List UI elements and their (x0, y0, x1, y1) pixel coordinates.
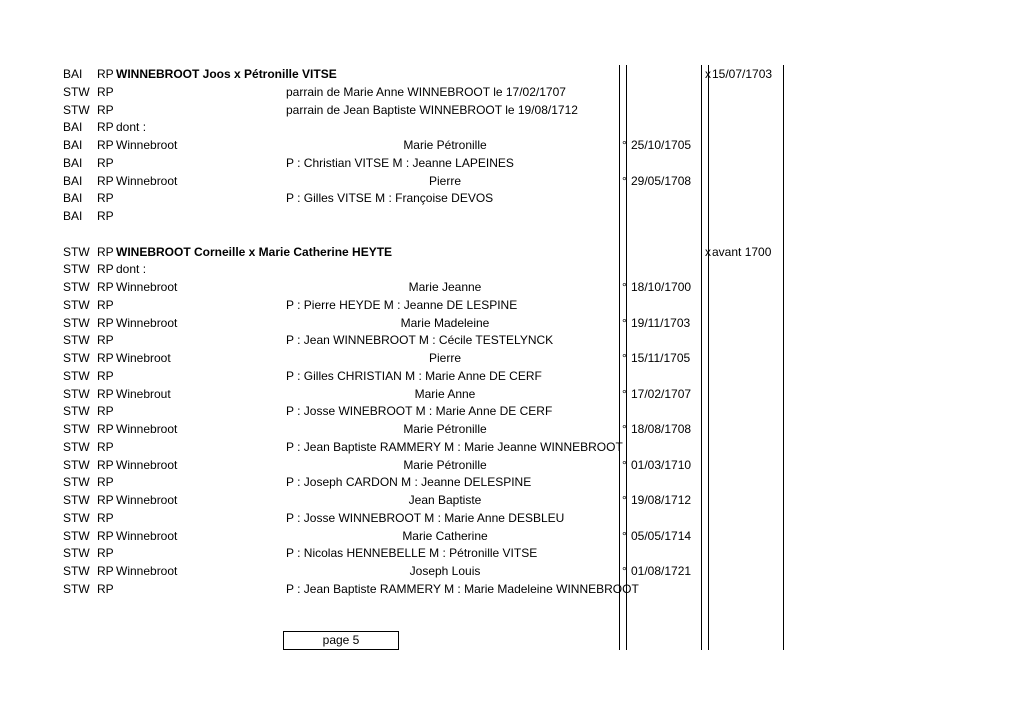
parrain-text: P : Josse WINEBROOT M : Marie Anne DE CERF (286, 404, 553, 419)
register-code: RP (97, 510, 114, 525)
location-code: STW (63, 262, 90, 277)
birth-mark: ° (622, 315, 627, 330)
table-row (0, 279, 1024, 297)
birth-date: 01/03/1710 (631, 457, 692, 472)
register-code: RP (97, 262, 114, 277)
parrain-text: P : Jean Baptiste RAMMERY M : Marie Jeanne WINNEBROOT (286, 439, 623, 454)
birth-date: 17/02/1707 (631, 386, 692, 401)
couple-heading: WINEBROOT Corneille x Marie Catherine HEYTE (116, 244, 393, 259)
register-code: RP (97, 368, 114, 383)
location-code: STW (63, 510, 90, 525)
table-row (0, 528, 1024, 546)
register-code: RP (97, 564, 114, 578)
parrain-text: P : Gilles CHRISTIAN M : Marie Anne DE CERF (286, 368, 542, 383)
table-row (0, 102, 1024, 120)
table-row (0, 368, 1024, 386)
location-code: STW (63, 493, 90, 507)
location-code: BAI (63, 67, 83, 81)
table-row (0, 510, 1024, 528)
couple-heading: WINNEBROOT Joos x Pétronille VITSE (116, 67, 337, 81)
register-code: RP (97, 209, 114, 223)
table-row (0, 244, 1024, 262)
register-code: RP (97, 581, 114, 596)
family-name: Winnebroot (116, 528, 178, 543)
register-code: RP (97, 191, 114, 206)
first-name: Jean Baptiste (408, 493, 482, 507)
location-code: BAI (63, 155, 83, 170)
birth-mark: ° (622, 564, 627, 578)
first-name: Marie Pétronille (403, 138, 487, 152)
table-row (0, 66, 1024, 84)
table-row (0, 403, 1024, 421)
register-code: RP (97, 546, 114, 561)
table-row (0, 137, 1024, 155)
table-row (0, 297, 1024, 315)
register-code: RP (97, 475, 114, 490)
location-code: STW (63, 297, 90, 312)
birth-mark: ° (622, 422, 627, 436)
table-row (0, 386, 1024, 404)
parrain-text: parrain de Marie Anne WINNEBROOT le 17/02/1707 (286, 84, 566, 99)
first-name: Joseph Louis (409, 564, 481, 578)
register-code: RP (97, 333, 114, 348)
location-code: STW (63, 280, 90, 294)
location-code: STW (63, 315, 90, 330)
column-rule (701, 65, 702, 650)
table-row (0, 457, 1024, 475)
table-row (0, 563, 1024, 581)
birth-date: 25/10/1705 (631, 138, 692, 152)
family-name: dont : (116, 262, 147, 277)
birth-date: 15/11/1705 (631, 351, 691, 365)
location-code: STW (63, 564, 90, 578)
location-code: STW (63, 102, 90, 117)
table-row (0, 155, 1024, 173)
parrain-text: P : Jean Baptiste RAMMERY M : Marie Madeleine WINNEBROOT (286, 581, 639, 596)
marriage-mark: x (705, 67, 711, 81)
parrain-text: P : Pierre HEYDE M : Jeanne DE LESPINE (286, 297, 518, 312)
table-row (0, 119, 1024, 137)
parrain-text: P : Nicolas HENNEBELLE M : Pétronille VITSE (286, 546, 538, 561)
location-code: STW (63, 386, 90, 401)
register-code: RP (97, 422, 114, 436)
birth-mark: ° (622, 351, 627, 365)
table-row (0, 261, 1024, 279)
birth-mark: ° (622, 493, 627, 507)
page-number: page 5 (322, 633, 360, 647)
first-name: Marie Pétronille (403, 422, 487, 436)
table-row (0, 439, 1024, 457)
register-code: RP (97, 120, 114, 135)
location-code: BAI (63, 191, 83, 206)
table-row (0, 332, 1024, 350)
location-code: STW (63, 475, 90, 490)
register-code: RP (97, 528, 114, 543)
column-rule (708, 65, 709, 650)
family-name: Winnebroot (116, 493, 178, 507)
family-name: Winnebroot (116, 422, 178, 436)
table-row (0, 208, 1024, 226)
location-code: STW (63, 528, 90, 543)
family-name: Winebroot (116, 351, 171, 365)
page-number-box (283, 631, 399, 650)
register-code: RP (97, 244, 114, 259)
table-row (0, 421, 1024, 439)
parrain-text: P : Joseph CARDON M : Jeanne DELESPINE (286, 475, 532, 490)
family-name: Winnebroot (116, 564, 178, 578)
family-name: Winnebroot (116, 173, 178, 188)
register-code: RP (97, 155, 114, 170)
register-code: RP (97, 138, 114, 152)
birth-date: 01/08/1721 (631, 564, 692, 578)
location-code: STW (63, 439, 90, 454)
register-code: RP (97, 173, 114, 188)
birth-date: 19/11/1703 (631, 315, 691, 330)
table-row (0, 190, 1024, 208)
parrain-text: P : Josse WINNEBROOT M : Marie Anne DESBLEU (286, 510, 565, 525)
birth-mark: ° (622, 138, 627, 152)
table-row (0, 492, 1024, 510)
column-rule (619, 65, 620, 650)
location-code: BAI (63, 209, 83, 223)
birth-date: 18/08/1708 (631, 422, 692, 436)
parrain-text: parrain de Jean Baptiste WINNEBROOT le 19/08/1712 (286, 102, 578, 117)
register-code: RP (97, 102, 114, 117)
table-row (0, 84, 1024, 102)
column-rule (626, 65, 627, 650)
register-code: RP (97, 67, 114, 81)
first-name: Marie Pétronille (403, 457, 487, 472)
table-row (0, 226, 1024, 244)
family-name: Winnebroot (116, 138, 178, 152)
birth-mark: ° (622, 528, 627, 543)
location-code: STW (63, 351, 90, 365)
table-row (0, 474, 1024, 492)
register-code: RP (97, 439, 114, 454)
location-code: BAI (63, 138, 83, 152)
location-code: BAI (63, 173, 83, 188)
birth-date: 18/10/1700 (631, 280, 692, 294)
location-code: STW (63, 333, 90, 348)
first-name: Marie Catherine (402, 528, 488, 543)
location-code: STW (63, 404, 90, 419)
register-code: RP (97, 280, 114, 294)
location-code: STW (63, 368, 90, 383)
register-code: RP (97, 315, 114, 330)
location-code: STW (63, 457, 90, 472)
table-row (0, 545, 1024, 563)
family-name: Winnebroot (116, 280, 178, 294)
parrain-text: P : Christian VITSE M : Jeanne LAPEINES (286, 155, 514, 170)
register-code: RP (97, 493, 114, 507)
register-code: RP (97, 457, 114, 472)
first-name: Marie Jeanne (408, 280, 482, 294)
parrain-text: P : Gilles VITSE M : Françoise DEVOS (286, 191, 494, 206)
location-code: BAI (63, 120, 83, 135)
first-name: Pierre (428, 173, 461, 188)
table-row (0, 581, 1024, 599)
family-name: Winebrout (116, 386, 171, 401)
first-name: Marie Madeleine (400, 315, 490, 330)
birth-date: 29/05/1708 (631, 173, 692, 188)
register-code: RP (97, 351, 114, 365)
location-code: STW (63, 244, 90, 259)
location-code: STW (63, 84, 90, 99)
register-code: RP (97, 297, 114, 312)
birth-mark: ° (622, 386, 627, 401)
family-name: Winnebroot (116, 457, 178, 472)
parrain-text: P : Jean WINNEBROOT M : Cécile TESTELYNCK (286, 333, 554, 348)
marriage-mark: x (705, 244, 711, 259)
birth-mark: ° (622, 173, 627, 188)
birth-date: 19/08/1712 (631, 493, 692, 507)
family-name: dont : (116, 120, 147, 135)
column-rule (783, 65, 784, 650)
birth-mark: ° (622, 280, 627, 294)
birth-date: 05/05/1714 (631, 528, 692, 543)
register-code: RP (97, 386, 114, 401)
register-code: RP (97, 84, 114, 99)
birth-mark: ° (622, 457, 627, 472)
first-name: Marie Anne (414, 386, 476, 401)
location-code: STW (63, 422, 90, 436)
first-name: Pierre (428, 351, 461, 365)
location-code: STW (63, 581, 90, 596)
location-code: STW (63, 546, 90, 561)
table-row (0, 315, 1024, 333)
marriage-date: 15/07/1703 (712, 67, 773, 81)
table-row (0, 350, 1024, 368)
register-code: RP (97, 404, 114, 419)
family-name: Winnebroot (116, 315, 178, 330)
marriage-date: avant 1700 (712, 244, 772, 259)
table-row (0, 173, 1024, 191)
